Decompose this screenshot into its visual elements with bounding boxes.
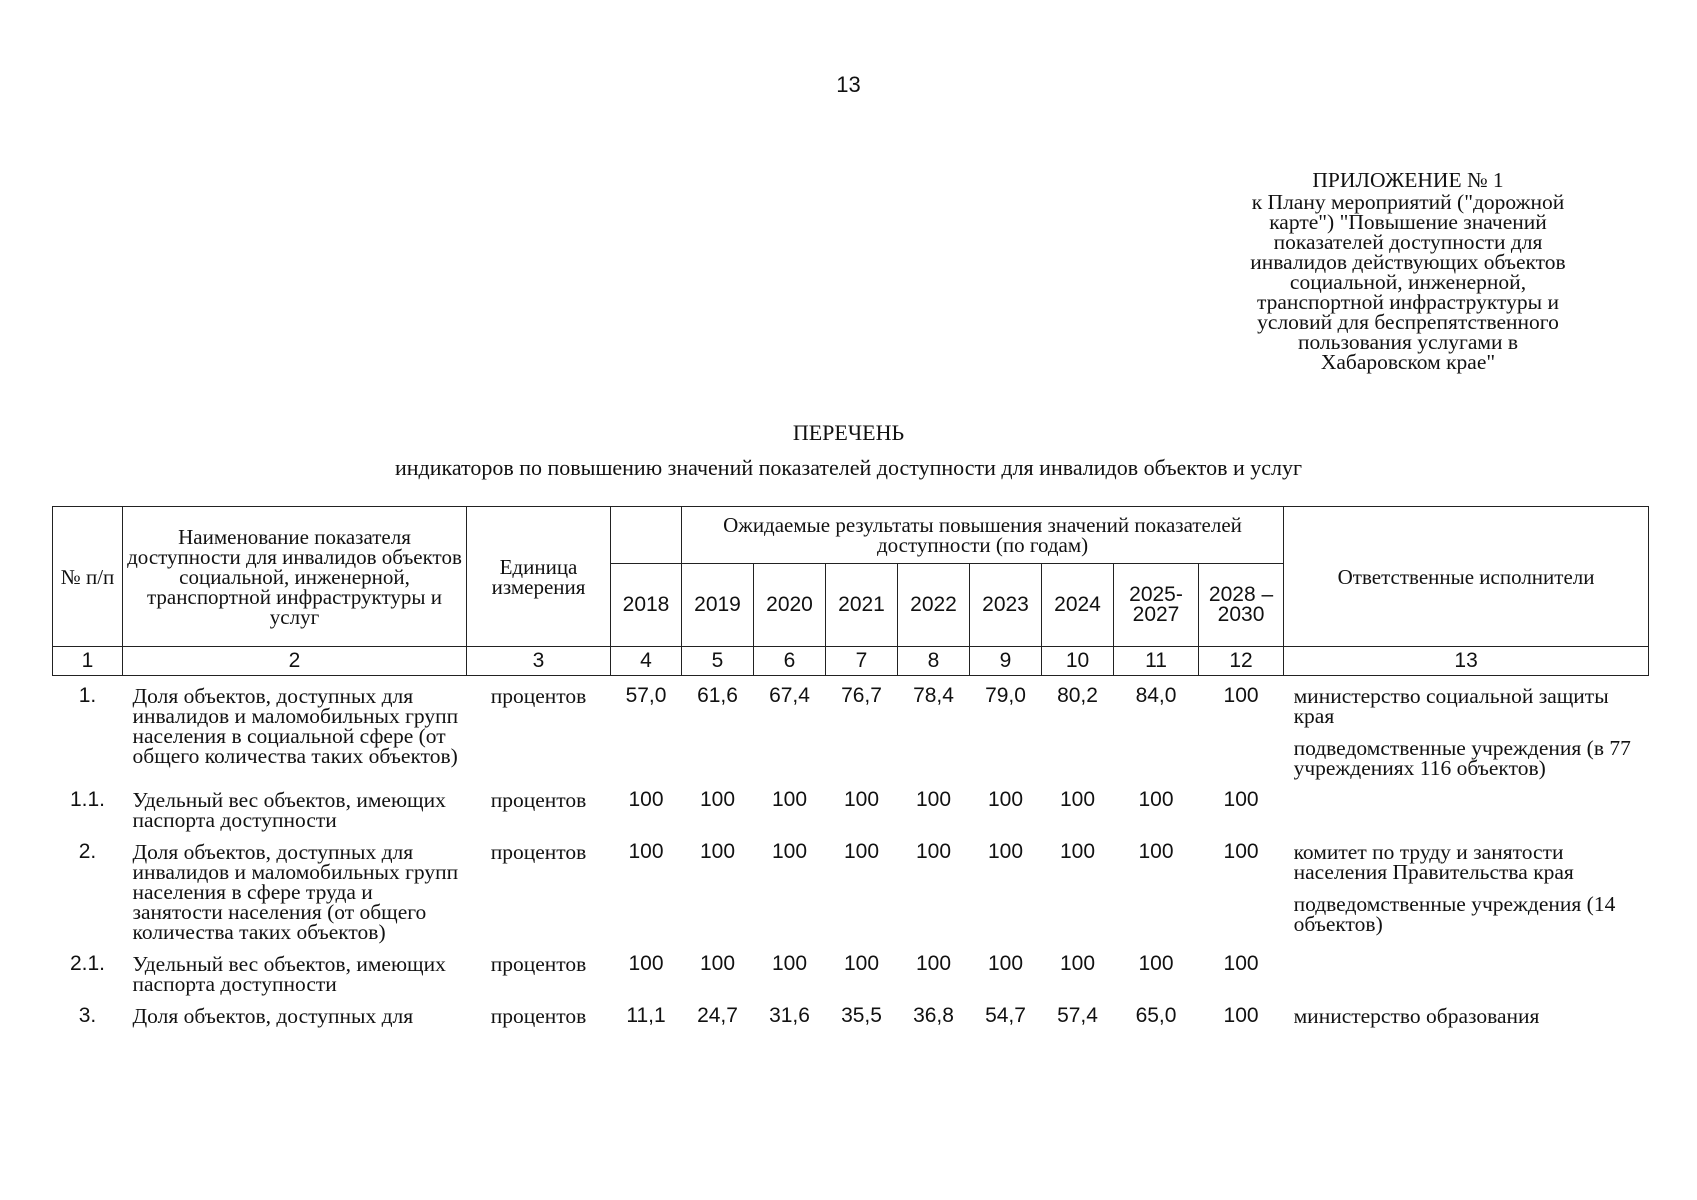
value-2021: 76,7 bbox=[841, 684, 882, 707]
appendix-line: транспортной инфраструктуры и bbox=[1256, 290, 1559, 314]
value-2025-2027: 100 bbox=[1138, 840, 1174, 863]
value-2021: 100 bbox=[843, 840, 880, 863]
column-number: 12 bbox=[1199, 647, 1284, 676]
unit: процентов bbox=[490, 840, 587, 864]
column-number: 2 bbox=[123, 647, 467, 676]
value-2025-2027: 100 bbox=[1138, 788, 1174, 811]
value-2020: 67,4 bbox=[769, 684, 810, 707]
column-number: 6 bbox=[754, 647, 826, 676]
table-row bbox=[53, 788, 1649, 840]
appendix-line: пользования услугами в bbox=[1297, 330, 1519, 354]
value-2020: 100 bbox=[771, 840, 808, 863]
row-number: 3. bbox=[78, 1004, 97, 1027]
row-number: 1. bbox=[78, 684, 97, 707]
value-2024: 100 bbox=[1059, 952, 1096, 975]
value-2020: 31,6 bbox=[769, 1004, 810, 1027]
column-number: 9 bbox=[970, 647, 1042, 676]
value-2028-2030: 100 bbox=[1223, 840, 1259, 863]
column-number: 13 bbox=[1284, 647, 1649, 676]
header-year: 2023 bbox=[970, 564, 1042, 647]
value-2019: 100 bbox=[699, 788, 736, 811]
value-2023: 100 bbox=[987, 952, 1024, 975]
header-year: 2028 – 2030 bbox=[1199, 564, 1284, 647]
value-2024: 57,4 bbox=[1057, 1004, 1098, 1027]
indicator-name: Удельный вес объектов, имеющих паспорта доступности bbox=[132, 952, 446, 996]
value-2022: 100 bbox=[915, 952, 952, 975]
value-2022: 100 bbox=[915, 840, 952, 863]
table-row bbox=[53, 1004, 1649, 1026]
value-2025-2027: 84,0 bbox=[1135, 684, 1177, 707]
value-2023: 54,7 bbox=[985, 1004, 1026, 1027]
unit: процентов bbox=[490, 1004, 587, 1028]
appendix-line: инвалидов действующих объектов bbox=[1250, 250, 1566, 274]
value-2028-2030: 100 bbox=[1223, 788, 1259, 811]
value-2025-2027: 100 bbox=[1138, 952, 1174, 975]
unit: процентов bbox=[490, 952, 587, 976]
table-row bbox=[53, 684, 1649, 788]
value-2023: 100 bbox=[987, 840, 1024, 863]
header-year: 2019 bbox=[682, 564, 754, 647]
value-2018: 100 bbox=[628, 840, 664, 863]
unit: процентов bbox=[490, 684, 587, 708]
value-2028-2030: 100 bbox=[1223, 952, 1259, 975]
value-2022: 36,8 bbox=[913, 1004, 954, 1027]
appendix-title: ПРИЛОЖЕНИЕ № 1 bbox=[1312, 168, 1504, 192]
appendix-line: показателей доступности для bbox=[1273, 230, 1543, 254]
value-2019: 100 bbox=[699, 840, 736, 863]
indicator-name: Доля объектов, доступных для инвалидов и маломобильных групп населения в сфере труда и занятости населения (от общего количества таких объектов) bbox=[132, 840, 459, 944]
appendix-line: к Плану мероприятий ("дорожной bbox=[1251, 190, 1565, 214]
column-number: 10 bbox=[1042, 647, 1114, 676]
column-number: 4 bbox=[611, 647, 682, 676]
value-2021: 100 bbox=[843, 788, 880, 811]
column-number: 11 bbox=[1114, 647, 1199, 676]
header-year: 2020 bbox=[754, 564, 826, 647]
responsible-cell bbox=[1284, 684, 1649, 788]
header-empty-cell bbox=[611, 507, 682, 564]
column-number: 5 bbox=[682, 647, 754, 676]
indicator-name: Удельный вес объектов, имеющих паспорта доступности bbox=[132, 788, 446, 832]
responsible-secondary: подведомственные учреждения (в 77 учреждениях 116 объектов) bbox=[1293, 736, 1631, 780]
header-expected-results: Ожидаемые результаты повышения значений показателей доступности (по годам) bbox=[682, 507, 1284, 564]
responsible-primary: министерство социальной защиты края bbox=[1293, 684, 1609, 728]
value-2022: 100 bbox=[915, 788, 952, 811]
value-2028-2030: 100 bbox=[1223, 1004, 1259, 1027]
value-2025-2027: 65,0 bbox=[1135, 1004, 1177, 1027]
document-subtitle: индикаторов по повышению значений показателей доступности для инвалидов объектов и услуг bbox=[394, 455, 1303, 480]
row-number: 1.1. bbox=[69, 788, 106, 811]
value-2022: 78,4 bbox=[913, 684, 954, 707]
responsible-primary: комитет по труду и занятости населения Правительства края bbox=[1293, 840, 1574, 884]
value-2020: 100 bbox=[771, 952, 808, 975]
indicator-name: Доля объектов, доступных для bbox=[132, 1004, 414, 1028]
value-2023: 100 bbox=[987, 788, 1024, 811]
row-number: 2. bbox=[78, 840, 97, 863]
header-year: 2018 bbox=[611, 564, 682, 647]
column-number: 8 bbox=[898, 647, 970, 676]
header-num: № п/п bbox=[53, 507, 123, 647]
header-year: 2022 bbox=[898, 564, 970, 647]
appendix-block bbox=[1198, 170, 1618, 372]
appendix-line: карте") "Повышение значений bbox=[1269, 210, 1547, 234]
responsible-secondary: подведомственные учреждения (14 объектов) bbox=[1293, 892, 1616, 936]
indicator-name: Доля объектов, доступных для инвалидов и маломобильных групп населения в социальной сфере (от общего количества таких объектов) bbox=[132, 684, 459, 768]
table-row bbox=[53, 952, 1649, 1004]
value-2021: 35,5 bbox=[841, 1004, 882, 1027]
appendix-line: социальной, инженерной, bbox=[1289, 270, 1527, 294]
value-2024: 100 bbox=[1059, 840, 1096, 863]
value-2018: 100 bbox=[628, 952, 664, 975]
unit: процентов bbox=[490, 788, 587, 812]
value-2021: 100 bbox=[843, 952, 880, 975]
responsible-primary: министерство образования bbox=[1293, 1004, 1540, 1028]
page-number: 13 bbox=[836, 72, 861, 97]
value-2024: 100 bbox=[1059, 788, 1096, 811]
header-unit: Единица измерения bbox=[467, 507, 611, 647]
value-2023: 79,0 bbox=[985, 684, 1026, 707]
column-number: 3 bbox=[467, 647, 611, 676]
responsible-cell bbox=[1284, 788, 1649, 840]
document-title: ПЕРЕЧЕНЬ bbox=[792, 420, 905, 445]
value-2019: 61,6 bbox=[697, 684, 738, 707]
header-year: 2024 bbox=[1042, 564, 1114, 647]
header-year: 2025-2027 bbox=[1114, 564, 1199, 647]
value-2024: 80,2 bbox=[1057, 684, 1098, 707]
header-year: 2021 bbox=[826, 564, 898, 647]
responsible-cell bbox=[1284, 952, 1649, 1004]
column-number: 7 bbox=[826, 647, 898, 676]
indicators-table bbox=[52, 506, 1649, 1026]
value-2019: 24,7 bbox=[697, 1004, 738, 1027]
table-row bbox=[53, 840, 1649, 952]
row-number: 2.1. bbox=[69, 952, 106, 975]
appendix-line: условий для беспрепятственного bbox=[1257, 310, 1559, 334]
responsible-cell bbox=[1284, 1004, 1649, 1026]
responsible-cell bbox=[1284, 840, 1649, 952]
appendix-line: Хабаровском крае" bbox=[1320, 350, 1496, 374]
value-2020: 100 bbox=[771, 788, 808, 811]
value-2018: 100 bbox=[628, 788, 664, 811]
column-number: 1 bbox=[53, 647, 123, 676]
header-name: Наименование показателя доступности для инвалидов объектов социальной, инженерной, транспортной инфраструктуры и услуг bbox=[123, 507, 467, 647]
value-2028-2030: 100 bbox=[1223, 684, 1259, 707]
value-2018: 11,1 bbox=[626, 1004, 666, 1027]
value-2019: 100 bbox=[699, 952, 736, 975]
value-2018: 57,0 bbox=[625, 684, 667, 707]
header-responsible: Ответственные исполнители bbox=[1284, 507, 1649, 647]
